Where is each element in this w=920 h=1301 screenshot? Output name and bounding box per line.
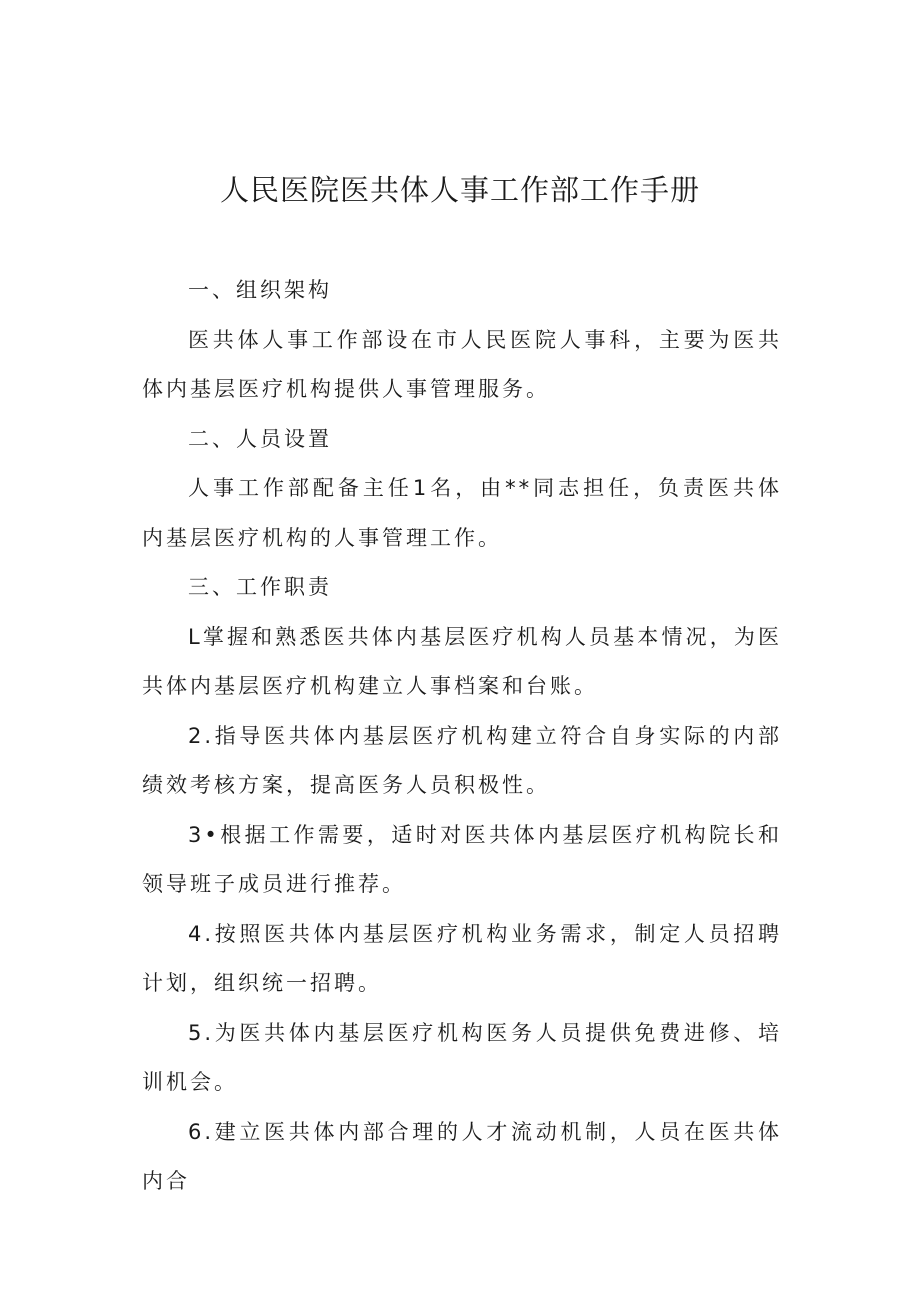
paragraph-staffing: 人事工作部配备主任1名，由**同志担任，负责医共体内基层医疗机构的人事管理工作。 bbox=[142, 476, 782, 550]
duty-item-3: 3•根据工作需要，适时对医共体内基层医疗机构院长和领导班子成员进行推荐。 bbox=[142, 822, 782, 896]
paragraph-organization: 医共体人事工作部设在市人民医院人事科，主要为医共体内基层医疗机构提供人事管理服务。 bbox=[142, 327, 782, 401]
section-heading-duties: 三、工作职责 bbox=[188, 575, 332, 599]
duty-item-5: 5.为医共体内基层医疗机构医务人员提供免费进修、培训机会。 bbox=[142, 1020, 782, 1094]
duty-item-2: 2.指导医共体内基层医疗机构建立符合自身实际的内部绩效考核方案，提高医务人员积极性。 bbox=[142, 723, 782, 797]
duty-item-6: 6.建立医共体内部合理的人才流动机制，人员在医共体内合 bbox=[142, 1119, 782, 1193]
duty-item-4: 4.按照医共体内基层医疗机构业务需求，制定人员招聘计划，组织统一招聘。 bbox=[142, 921, 782, 995]
duty-item-1: L掌握和熟悉医共体内基层医疗机构人员基本情况，为医共体内基层医疗机构建立人事档案和台账。 bbox=[142, 624, 782, 698]
document-body bbox=[142, 266, 782, 1207]
section-heading-staffing: 二、人员设置 bbox=[188, 426, 332, 451]
section-heading-organization: 一、组织架构 bbox=[188, 278, 332, 302]
document-title: 人民医院医共体人事工作部工作手册 bbox=[219, 173, 700, 207]
